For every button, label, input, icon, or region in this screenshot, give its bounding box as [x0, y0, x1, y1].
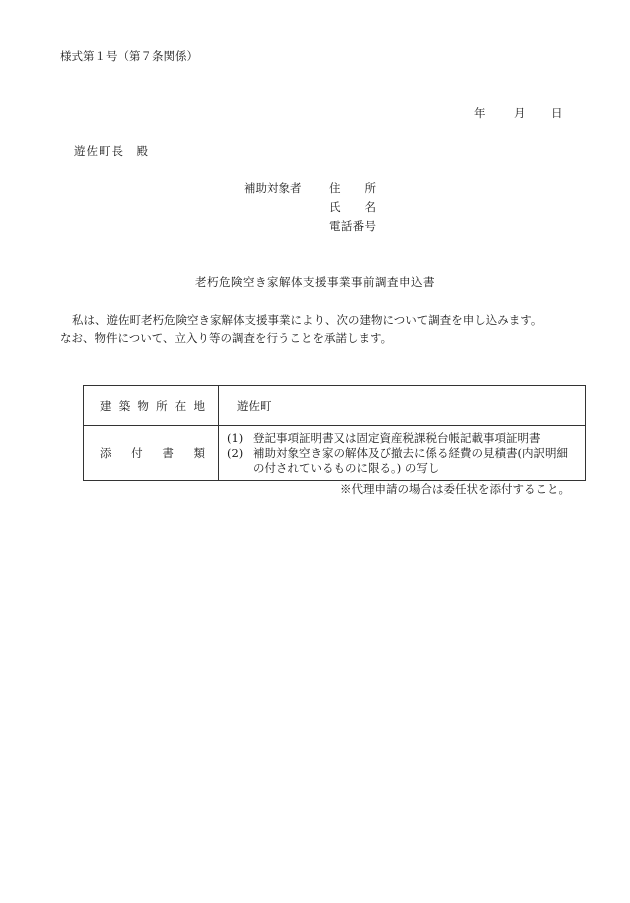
form-number: 様式第１号（第７条関係）: [60, 49, 198, 63]
list-item: (2) 補助対象空き家の解体及び撤去に係る経費の見積書(内訳明細の付されているものに限る。) の写し: [227, 446, 568, 475]
date-month: 月: [514, 106, 526, 120]
applicant-block: [244, 183, 376, 240]
phone-label: 電 話 番 号: [329, 219, 376, 233]
list-item: (1) 登記事項証明書又は固定資産税課税台帳記載事項証明書: [227, 431, 541, 445]
attachments-list-cell: [219, 426, 586, 481]
location-label-cell: 建 築 物 所 在 地: [84, 386, 219, 426]
applicant-label: 補助対象者: [244, 181, 302, 195]
date-day: 日: [551, 106, 563, 120]
date-year: 年: [474, 106, 486, 120]
date-line: [474, 108, 563, 120]
proxy-note: ※代理申請の場合は委任状を添付すること。: [340, 482, 570, 496]
table-row-attachments: [84, 426, 586, 481]
info-table: [83, 385, 586, 481]
address-label: 住 所: [329, 181, 376, 195]
attachments-label-cell: 添 付 書 類: [84, 426, 219, 481]
location-value-cell: 遊佐町: [219, 386, 586, 426]
name-label: 氏 名: [329, 200, 376, 214]
body-paragraph-1: 私は、遊佐町老朽危険空き家解体支援事業により、次の建物について調査を申し込みます。: [72, 313, 543, 327]
body-paragraph-2: なお、物件について、立入り等の調査を行うことを承諾します。: [60, 331, 393, 345]
document-title: 老朽危険空き家解体支援事業事前調査申込書: [195, 275, 435, 289]
recipient: 遊佐町長 殿: [74, 144, 149, 158]
table-row-location: [84, 386, 586, 426]
